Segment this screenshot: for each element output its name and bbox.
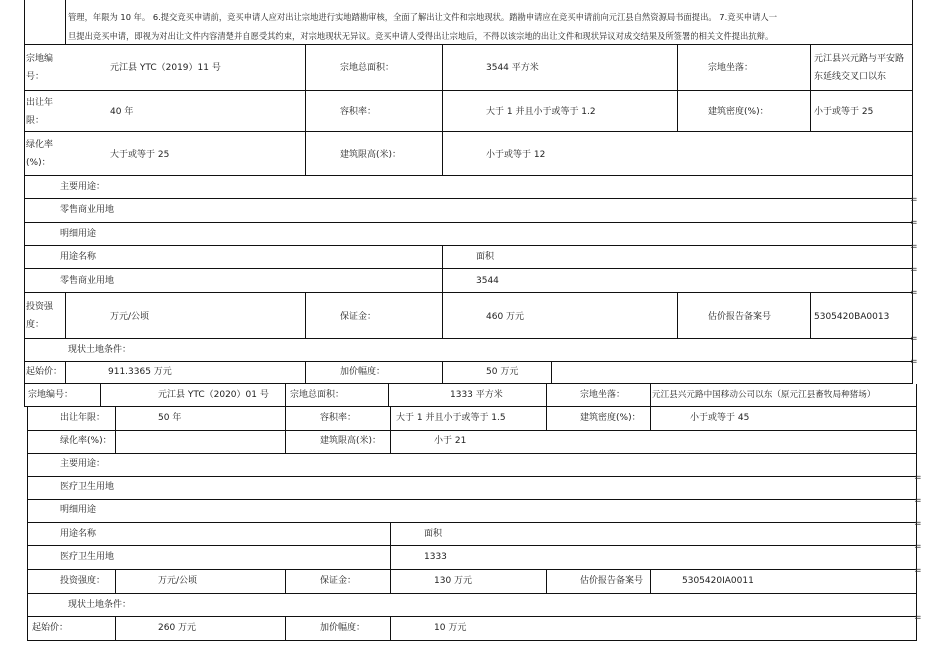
green-value: 大于或等于 25: [110, 150, 170, 160]
main-use-value: 医疗卫生用地: [60, 482, 115, 492]
green-label: 绿化率(%)：: [26, 140, 54, 168]
total-area-label: 宗地总面积：: [340, 63, 395, 73]
start-price-value: 260 万元: [158, 623, 197, 633]
parcel-no-label: 宗地编号：: [28, 390, 74, 400]
deposit-value: 460 万元: [486, 312, 525, 322]
increment-value: 10 万元: [434, 623, 467, 633]
start-price-value: 911.3365 万元: [108, 367, 172, 377]
height-label: 建筑限高(米)：: [340, 150, 402, 160]
location-value: 元江县兴元路中国移动公司以东（原元江县畜牧局种猪场）: [652, 390, 876, 400]
edge-mark: =: [914, 542, 922, 552]
status-label: 现状土地条件：: [68, 600, 132, 610]
density-value: 小于或等于 25: [814, 107, 874, 117]
invest-value: 万元/公顷: [158, 576, 198, 586]
far-label: 容积率：: [340, 107, 377, 117]
detail-use-label: 明细用途: [60, 505, 97, 515]
total-area-value: 1333 平方米: [450, 390, 503, 400]
edge-mark: =: [914, 473, 922, 483]
edge-mark: =: [914, 566, 922, 576]
parcel-no-value: 元江县 YTC（2020）01 号: [158, 390, 269, 400]
status-label: 现状土地条件：: [68, 345, 132, 355]
deposit-value: 130 万元: [434, 576, 473, 586]
increment-label: 加价幅度：: [340, 367, 386, 377]
far-value: 大于 1 并且小于或等于 1.2: [486, 107, 596, 117]
deposit-label: 保证金：: [340, 312, 377, 322]
location-label: 宗地坐落：: [580, 390, 626, 400]
green-label: 绿化率(%)：: [60, 436, 112, 446]
total-area-label: 宗地总面积：: [290, 390, 345, 400]
deposit-label: 保证金：: [320, 576, 357, 586]
height-label: 建筑限高(米)：: [320, 436, 382, 446]
far-label: 容积率：: [320, 413, 357, 423]
edge-mark: =: [910, 242, 918, 252]
intro-line-1: 管理，年限为 10 年。 6.提交竞买申请前，竞买申请人应对出让宗地进行实地踏勘审核，全面了解出让文件和宗地现状。踏勘申请应在竞买申请前向元江县自然资源局书面提出。 7.竞买申请人一: [68, 12, 777, 22]
detail-use-label: 明细用途: [60, 229, 97, 239]
main-use-value: 零售商业用地: [60, 205, 115, 215]
main-use-label: 主要用途：: [60, 182, 106, 192]
intro-line-2: 旦提出竞买申请，即视为对出让文件内容清楚并自愿受其约束，对宗地现状无异议。竞买申请人受得出让宗地后，不得以该宗地的出让文件和现状异议对成交结果及所签署的相关文件提出抗辩。: [68, 31, 774, 41]
density-value: 小于或等于 45: [690, 413, 750, 423]
term-label: 出让年限：: [60, 413, 106, 423]
use-name-value: 医疗卫生用地: [60, 552, 115, 562]
edge-mark: =: [914, 613, 922, 623]
location-value: 元江县兴元路与平安路东延线交叉口以东: [814, 54, 905, 82]
increment-value: 50 万元: [486, 367, 519, 377]
height-value: 小于或等于 12: [486, 150, 546, 160]
total-area-value: 3544 平方米: [486, 63, 539, 73]
area-header: 面积: [424, 529, 443, 539]
edge-mark: =: [910, 288, 918, 298]
start-price-label: 起始价：: [32, 623, 69, 633]
edge-mark: =: [914, 496, 922, 506]
location-label: 宗地坐落：: [708, 63, 754, 73]
appraisal-label: 估价报告备案号: [580, 576, 644, 586]
edge-mark: =: [910, 334, 918, 344]
parcel-no-value: 元江县 YTC（2019）11 号: [110, 63, 221, 73]
term-value: 50 年: [158, 413, 182, 423]
use-name-value: 零售商业用地: [60, 276, 115, 286]
use-area-value: 3544: [476, 276, 499, 286]
use-name-header: 用途名称: [60, 252, 97, 262]
edge-mark: =: [910, 265, 918, 275]
edge-mark: =: [910, 357, 918, 367]
parcel-no-label: 宗地编号：: [26, 54, 54, 82]
edge-mark: =: [914, 519, 922, 529]
appraisal-value: 5305420IA0011: [682, 576, 754, 586]
main-use-label: 主要用途：: [60, 459, 106, 469]
far-value: 大于 1 并且小于或等于 1.5: [396, 413, 506, 423]
use-area-value: 1333: [424, 552, 447, 562]
invest-value: 万元/公顷: [110, 312, 150, 322]
appraisal-value: 5305420BA0013: [814, 312, 890, 322]
start-price-label: 起始价：: [26, 367, 63, 377]
edge-mark: =: [910, 218, 918, 228]
invest-label: 投资强度：: [60, 576, 106, 586]
area-header: 面积: [476, 252, 495, 262]
height-value: 小于 21: [434, 436, 467, 446]
use-name-header: 用途名称: [60, 529, 97, 539]
appraisal-label: 估价报告备案号: [708, 312, 772, 322]
edge-mark: =: [910, 195, 918, 205]
density-label: 建筑密度(%)：: [580, 413, 641, 423]
term-label: 出让年限：: [26, 98, 54, 126]
increment-label: 加价幅度：: [320, 623, 366, 633]
density-label: 建筑密度(%)：: [708, 107, 769, 117]
invest-label: 投资强度：: [26, 302, 54, 330]
term-value: 40 年: [110, 107, 134, 117]
